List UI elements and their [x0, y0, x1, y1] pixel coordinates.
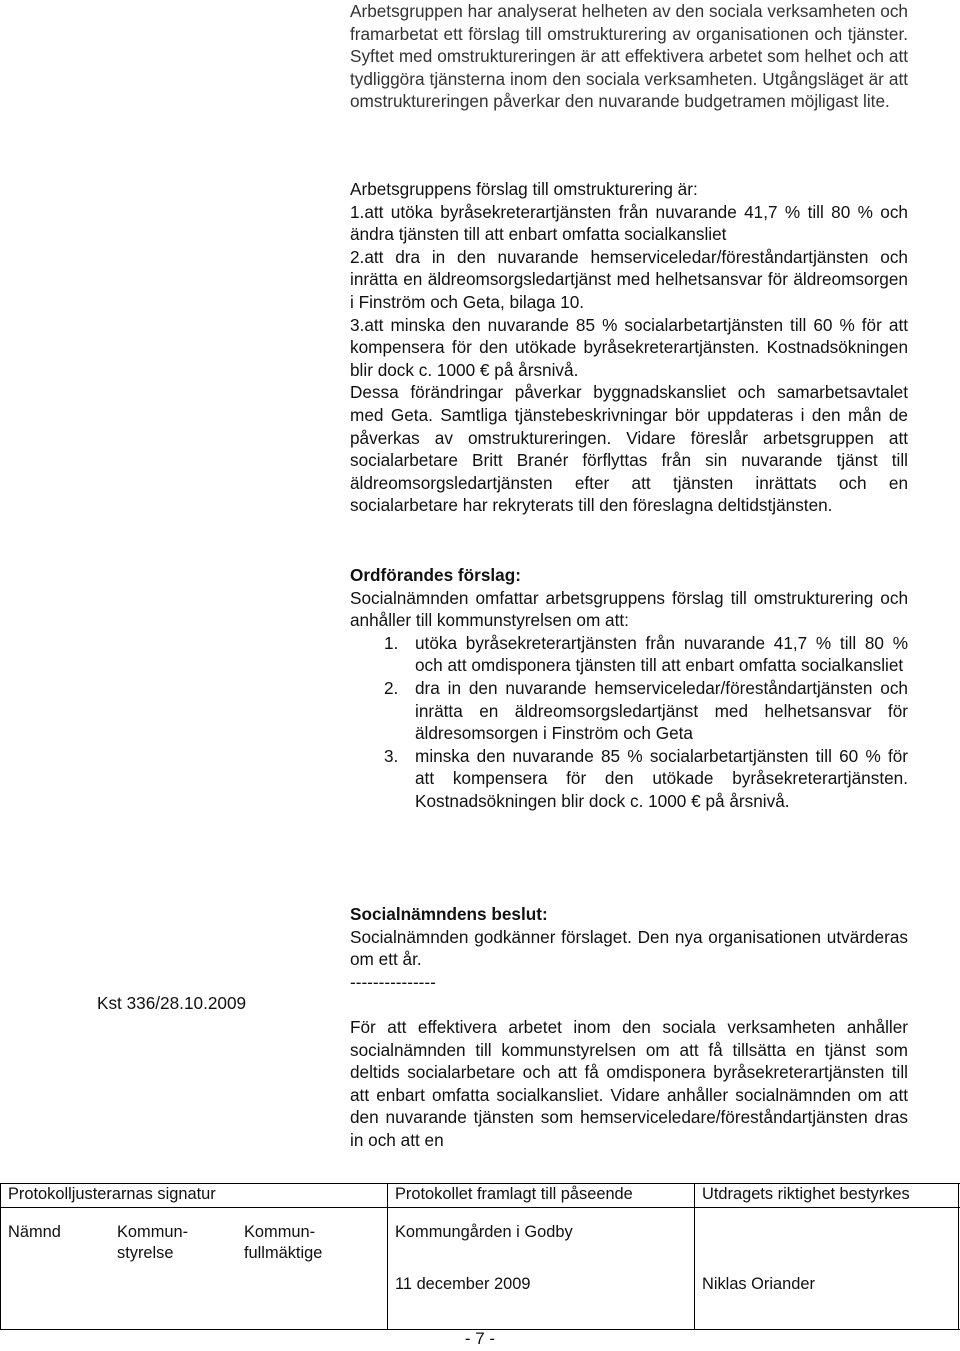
- list-number: 1.: [384, 632, 399, 653]
- decision-section: [350, 903, 908, 1152]
- footer-kommunstyrelse: Kommun- styrelse: [117, 1223, 189, 1262]
- divider: [958, 1183, 959, 1329]
- footer-date: 11 december 2009: [395, 1275, 531, 1293]
- list-number: 3.: [384, 745, 399, 766]
- list-text: dra in den nuvarande hemserviceledar/föreståndartjänsten och inrätta en äldreomsorgsledartjänst med helhetsansvar för äldresomsorgen i Finström och Geta: [415, 677, 908, 744]
- footer-kommunfullmaktige: Kommun- fullmäktige: [244, 1223, 323, 1262]
- footer-presented-label: Protokollet framlagt till påseende: [395, 1185, 633, 1203]
- list-text: minska den nuvarande 85 % socialarbetartjänsten till 60 % för att kompensera för den utökade byråsekreterartjänsten. Kostnadsökningen blir dock c. 1000 € på årsnivå.: [415, 745, 908, 811]
- chair-intro: Socialnämnden omfattar arbetsgruppens förslag till omstrukturering och anhåller till kommunstyrelsen om att:: [350, 587, 908, 631]
- decision-text: Socialnämnden godkänner förslaget. Den nya organisationen utvärderas om ett år.: [350, 926, 908, 970]
- chair-section: [350, 564, 908, 813]
- list-number: 2.: [384, 677, 399, 698]
- proposal-section: [350, 178, 908, 517]
- footer-table: [0, 1183, 960, 1333]
- list-item: [350, 745, 908, 813]
- footer-certified-label: Utdragets riktighet bestyrkes: [702, 1185, 910, 1203]
- page-number: - 7 -: [464, 1329, 496, 1348]
- list-text: utöka byråsekreterartjänsten från nuvarande 41,7 % till 80 % och att omdisponera tjänsten till att enbart omfatta socialkansliet: [415, 632, 908, 676]
- footer-namnd: Nämnd: [8, 1223, 61, 1241]
- spacer: [350, 993, 908, 1016]
- intro-paragraph: Arbetsgruppen har analyserat helheten av den sociala verksamheten och framarbetat ett förslag till omstrukturering av organisationen och tjänster. Syftet med omstruktureringen är att effektivera arbetet som helhet och att tydliggöra tjänsterna inom den sociala verksamheten. Utgångsläget är att omstruktureringen påverkar den nuvarande budgetramen möjligast lite.: [350, 1, 908, 112]
- proposal-item-3: 3.att minska den nuvarande 85 % socialarbetartjänsten till 60 % för att kompensera för den utökade byråsekreterartjänsten. Kostnadsökningen blir dock c. 1000 € på årsnivå.: [350, 314, 908, 380]
- list-item: [350, 677, 908, 745]
- footer-signature-label: Protokolljusterarnas signatur: [8, 1185, 216, 1203]
- proposal-closing: Dessa förändringar påverkar byggnadskansliet och samarbetsavtalet med Geta. Samtliga tjänstebeskrivningar bör uppdateras i den mån de påverkas av omstruktureringen. Vidare föreslår arbetsgruppen att socialarbetare Britt Branér förflyttas från sin nuvarande tjänst till äldreomsorgsledartjänsten efter att tjänsten inrättats och en socialarbetare har rekryterats till den föreslagna deltidstjänsten.: [350, 382, 908, 516]
- decision-divider: ---------------: [350, 971, 436, 992]
- footer-certifier-name: Niklas Oriander: [702, 1275, 815, 1293]
- list-item: [350, 632, 908, 677]
- footer-place: Kommungården i Godby: [395, 1223, 573, 1241]
- proposal-item-2: 2.att dra in den nuvarande hemserviceledar/föreståndartjänsten och inrätta en äldreomsorgsledartjänst med helhetsansvar för äldreomsorgen i Finström och Geta, bilaga 10.: [350, 246, 908, 312]
- chair-heading: Ordförandes förslag:: [350, 565, 521, 585]
- divider: [0, 1183, 1, 1329]
- divider: [387, 1183, 388, 1329]
- decision-heading: Socialnämndens beslut:: [350, 904, 548, 924]
- proposal-heading: Arbetsgruppens förslag till omstrukturering är:: [350, 179, 698, 199]
- chair-list: [350, 632, 908, 813]
- margin-reference: Kst 336/28.10.2009: [97, 993, 247, 1013]
- divider: [0, 1207, 960, 1208]
- intro-section: [350, 0, 908, 113]
- divider: [694, 1183, 695, 1329]
- proposal-item-1: 1.att utöka byråsekreterartjänsten från nuvarande 41,7 % till 80 % och ändra tjänsten till att enbart omfatta socialkansliet: [350, 201, 908, 245]
- decision-body: För att effektivera arbetet inom den sociala verksamheten anhåller socialnämnden till kommunstyrelsen om att få tillsätta en tjänst som deltids socialarbetare och att få omdisponera byråsekreterartjänsten till att enbart omfatta socialkansliet. Vidare anhåller socialnämnden om att den nuvarande tjänsten som hemserviceledare/föreståndartjänsten dras in och att en: [350, 1016, 908, 1150]
